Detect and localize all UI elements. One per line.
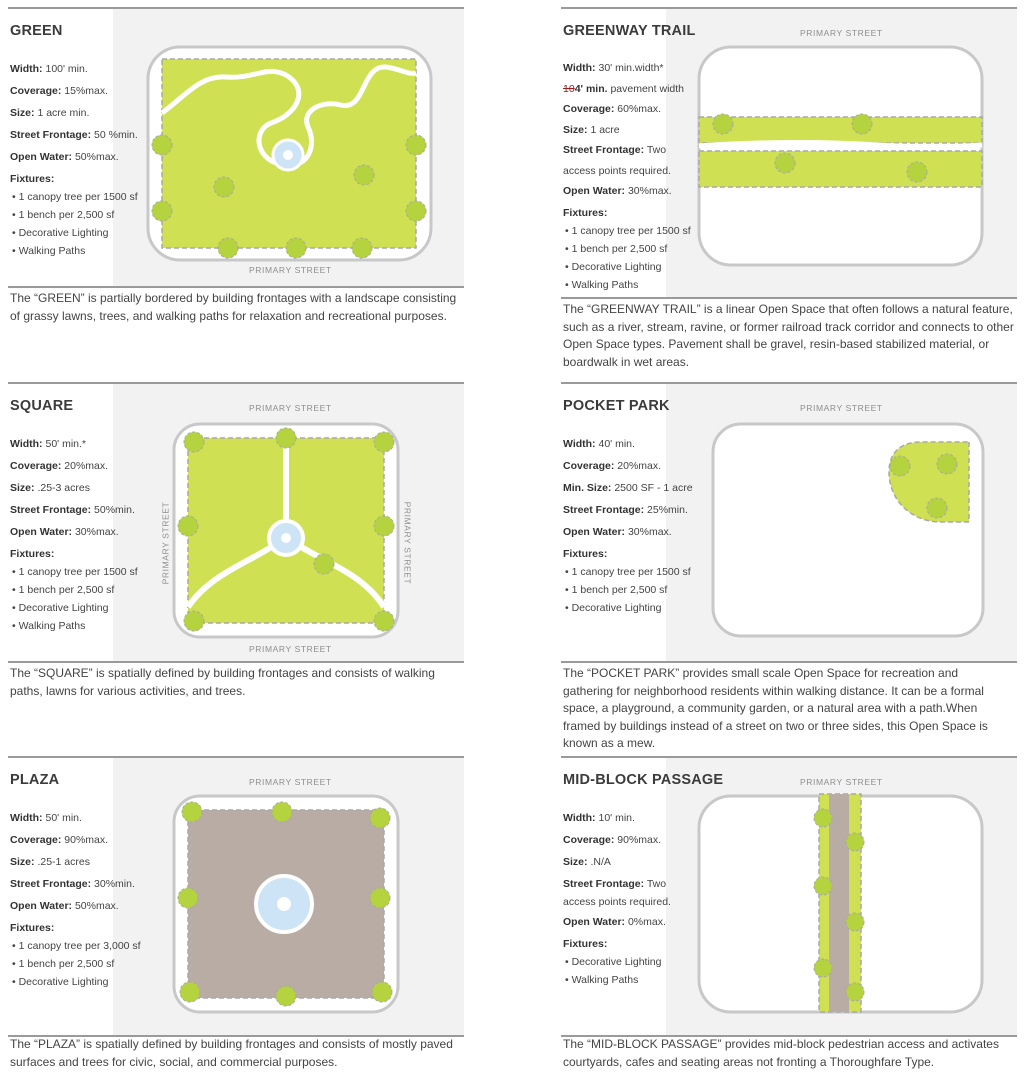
spec-frontage: Street Frontage: 25%min. xyxy=(563,504,688,516)
fixture-item: • 1 canopy tree per 1500 sf xyxy=(12,191,138,203)
spec-coverage: Coverage: 90%max. xyxy=(10,834,109,846)
card-pocket-park xyxy=(561,382,1017,752)
tree-icon xyxy=(272,802,292,822)
specs-list xyxy=(10,807,141,991)
spec-coverage: Coverage: 20%max. xyxy=(10,460,109,472)
fixture-item: • Decorative Lighting xyxy=(565,602,662,614)
card-title: SQUARE xyxy=(10,398,74,414)
tree-icon xyxy=(276,986,296,1006)
tree-icon xyxy=(846,983,864,1001)
tree-icon xyxy=(352,238,372,258)
tree-icon xyxy=(218,238,238,258)
spec-width: Width: 50' min.* xyxy=(10,438,87,450)
tree-icon xyxy=(814,809,832,827)
spec-open-water: Open Water: 50%max. xyxy=(10,151,119,163)
spec-frontage: Street Frontage: 30%min. xyxy=(10,878,135,890)
street-label-top: PRIMARY STREET xyxy=(800,777,883,787)
plaza-diagram xyxy=(172,794,402,1016)
specs-list xyxy=(10,58,138,260)
street-label-top: PRIMARY STREET xyxy=(249,403,332,413)
trail-strip-upper xyxy=(699,117,982,143)
spec-coverage: Coverage: 15%max. xyxy=(10,85,109,97)
tree-icon xyxy=(406,201,426,221)
top-rule xyxy=(561,7,1017,9)
fixtures-label: Fixtures: xyxy=(563,938,608,950)
tree-icon xyxy=(814,959,832,977)
spec-open-water: Open Water: 30%max. xyxy=(10,526,119,538)
tree-icon xyxy=(314,554,334,574)
tree-icon xyxy=(152,135,172,155)
spec-width: Width: 40' min. xyxy=(563,438,635,450)
card-square xyxy=(8,382,464,712)
top-rule xyxy=(8,756,464,758)
tree-icon xyxy=(846,913,864,931)
spec-size: Size: 1 acre xyxy=(563,123,620,136)
spec-width: Width: 100' min. xyxy=(10,63,88,75)
top-rule xyxy=(561,756,1017,758)
spec-open-water: Open Water: 50%max. xyxy=(10,900,119,912)
specs-list xyxy=(563,58,691,294)
spec-coverage: Coverage: 90%max. xyxy=(563,834,662,846)
card-title: GREENWAY TRAIL xyxy=(563,23,696,39)
card-description: The “GREENWAY TRAIL” is a linear Open Space that often follows a natural feature, such as a river, stream, ravine, or former railroad track corridor and connects to other Open Space types. Pavement shall be gravel, resin-based stabilized material, or boardwalk in wet areas. xyxy=(563,302,1014,369)
tree-icon xyxy=(184,611,204,631)
tree-icon xyxy=(775,153,795,173)
spec-pavement: 104' min. pavement width xyxy=(563,82,684,95)
tree-icon xyxy=(180,982,200,1002)
specs-list xyxy=(563,807,671,989)
street-label-bottom: PRIMARY STREET xyxy=(249,265,332,275)
street-label-right: PRIMARY STREET xyxy=(402,501,413,585)
spec-open-water: Open Water: 30%max. xyxy=(563,526,672,538)
fixture-item: • Decorative Lighting xyxy=(12,976,109,988)
spec-size: Size: 1 acre min. xyxy=(10,107,90,119)
tree-icon xyxy=(846,833,864,851)
tree-icon xyxy=(354,165,374,185)
tree-icon xyxy=(178,888,198,908)
spec-frontage: Street Frontage: 50%min. xyxy=(10,504,135,516)
spec-width: Width: 10' min. xyxy=(563,812,635,824)
fixture-item: • 1 bench per 2,500 sf xyxy=(12,584,115,596)
fixtures-label: Fixtures: xyxy=(10,173,55,185)
card-plaza xyxy=(8,756,464,1074)
fixture-item: • Walking Paths xyxy=(12,245,86,257)
card-title: MID-BLOCK PASSAGE xyxy=(563,772,724,788)
tree-icon xyxy=(713,114,733,134)
street-label-left: PRIMARY STREET xyxy=(160,501,171,585)
spec-width: Width: 30' min.width* xyxy=(563,62,664,74)
card-description: The “MID-BLOCK PASSAGE” provides mid-block pedestrian access and activates courtyards, cafes and seating areas not fronting a Thoroughfare Type. xyxy=(563,1037,999,1069)
tree-icon xyxy=(937,454,957,474)
top-rule xyxy=(561,382,1017,384)
card-green xyxy=(8,7,464,337)
tree-icon xyxy=(374,432,394,452)
spec-width: Width: 50' min. xyxy=(10,812,82,824)
fixture-item: • 1 bench per 2,500 sf xyxy=(565,584,668,596)
fixture-item: • 1 canopy tree per 1500 sf xyxy=(12,566,138,578)
fixture-item: • 1 canopy tree per 3,000 sf xyxy=(12,940,141,952)
tree-icon xyxy=(927,498,947,518)
tree-icon xyxy=(852,114,872,134)
fixtures-label: Fixtures: xyxy=(10,548,55,560)
street-label-top: PRIMARY STREET xyxy=(800,28,883,38)
description-rule xyxy=(8,661,464,663)
tree-icon xyxy=(214,177,234,197)
description-rule xyxy=(8,286,464,288)
pocket-park-diagram xyxy=(711,422,987,640)
fixture-item: • 1 bench per 2,500 sf xyxy=(12,209,115,221)
card-title: POCKET PARK xyxy=(563,398,670,414)
description-rule xyxy=(561,297,1017,299)
tree-icon xyxy=(286,238,306,258)
tree-icon xyxy=(370,888,390,908)
spec-size: Size: .25-1 acres xyxy=(10,856,90,868)
card-title: GREEN xyxy=(10,23,63,39)
fountain-center xyxy=(281,533,291,543)
street-label-top: PRIMARY STREET xyxy=(249,777,332,787)
fixtures-label: Fixtures: xyxy=(563,548,608,560)
specs-list xyxy=(10,433,138,635)
top-rule xyxy=(8,382,464,384)
spec-frontage: Street Frontage: Two xyxy=(563,144,667,156)
fixtures-label: Fixtures: xyxy=(10,922,55,934)
card-title: PLAZA xyxy=(10,772,60,788)
green-diagram xyxy=(146,45,436,265)
tree-icon xyxy=(152,201,172,221)
spec-coverage: Coverage: 20%max. xyxy=(563,460,662,472)
tree-icon xyxy=(374,516,394,536)
card-description: The “GREEN” is partially bordered by building frontages with a landscape consisting of grassy lawns, trees, and walking paths for relaxation and recreational purposes. xyxy=(10,291,457,323)
fixture-item: • Walking Paths xyxy=(565,974,639,986)
tree-icon xyxy=(406,135,426,155)
card-description: The “PLAZA” is spatially defined by building frontages and consists of mostly paved surfaces and trees for civic, social, and commercial purposes. xyxy=(10,1037,453,1069)
top-rule xyxy=(8,7,464,9)
fixture-item: • Decorative Lighting xyxy=(565,956,662,968)
fixture-item: • 1 canopy tree per 1500 sf xyxy=(565,224,691,237)
fixture-item: • 1 bench per 2,500 sf xyxy=(565,242,668,255)
tree-icon xyxy=(907,162,927,182)
spec-size: Size: .25-3 acres xyxy=(10,482,90,494)
fixture-item: • 1 canopy tree per 1500 sf xyxy=(565,566,691,578)
card-mid-block-passage xyxy=(561,756,1017,1074)
fixture-item: • Decorative Lighting xyxy=(12,602,109,614)
card-description: The “POCKET PARK” provides small scale Open Space for recreation and gathering for neighborhood residents within walking distance. It can be a formal space, a playground, a community garden, or a natural area with a path.When framed by buildings instead of a street on two or three sides, this Open Space is known as a mew. xyxy=(563,666,988,750)
spec-coverage: Coverage: 60%max. xyxy=(563,103,662,115)
fixture-item: • 1 bench per 2,500 sf xyxy=(12,958,115,970)
tree-icon xyxy=(182,802,202,822)
fixture-item: • Decorative Lighting xyxy=(12,227,109,239)
tree-icon xyxy=(370,808,390,828)
square-diagram xyxy=(172,422,402,640)
tree-icon xyxy=(372,982,392,1002)
spec-open-water: Open Water: 0%max. xyxy=(563,916,666,928)
spec-open-water: Open Water: 30%max. xyxy=(563,185,672,197)
fixtures-label: Fixtures: xyxy=(563,206,608,219)
tree-icon xyxy=(890,456,910,476)
fixture-item: • Walking Paths xyxy=(12,620,86,632)
fixture-item: • Walking Paths xyxy=(565,278,639,291)
spec-frontage: Street Frontage: Two xyxy=(563,878,667,890)
mid-block-diagram xyxy=(697,794,987,1016)
spec-frontage-detail: access points required. xyxy=(563,896,671,908)
description-rule xyxy=(561,661,1017,663)
street-label-bottom: PRIMARY STREET xyxy=(249,644,332,654)
tree-icon xyxy=(374,611,394,631)
spec-frontage-detail: access points required. xyxy=(563,164,671,177)
greenway-diagram xyxy=(697,45,987,270)
card-greenway-trail xyxy=(561,7,1017,377)
trail-strip-lower xyxy=(699,151,982,187)
card-description: The “SQUARE” is spatially defined by building frontages and consists of walking paths, lawns for various activities, and trees. xyxy=(10,666,435,698)
tree-icon xyxy=(184,432,204,452)
specs-list xyxy=(563,433,693,617)
tree-icon xyxy=(178,516,198,536)
tree-icon xyxy=(814,877,832,895)
spec-frontage: Street Frontage: 50 %min. xyxy=(10,129,138,141)
fixture-item: • Decorative Lighting xyxy=(565,260,662,273)
passage-pavement xyxy=(829,794,849,1012)
tree-icon xyxy=(276,428,296,448)
fountain-center xyxy=(277,897,291,911)
spec-size: Min. Size: 2500 SF - 1 acre xyxy=(563,482,693,494)
fountain-center xyxy=(283,150,293,160)
spec-size: Size: .N/A xyxy=(563,856,611,868)
street-label-top: PRIMARY STREET xyxy=(800,403,883,413)
